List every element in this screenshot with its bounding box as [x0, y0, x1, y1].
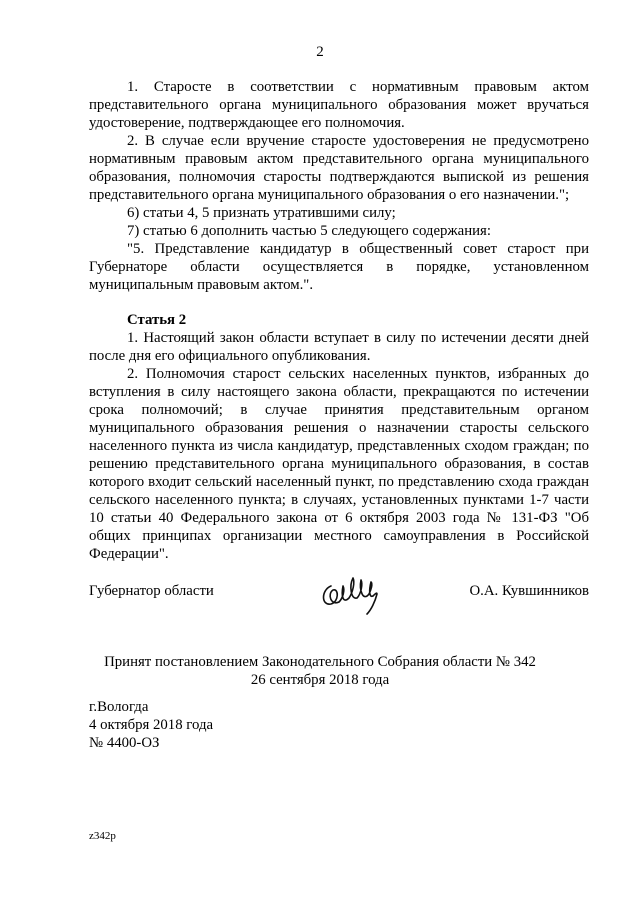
- adoption-resolution: Принят постановлением Законодательного Собрания области № 342: [104, 654, 536, 670]
- paragraph-certificate: 1. Старосте в соответствии с нормативным правовым актом представительного органа муниципального образования может вручаться удостоверение, подтверждающее его полномочия.: [89, 79, 589, 131]
- law-number: № 4400-ОЗ: [89, 735, 160, 751]
- paragraph-powers-termination: 2. Полномочия старост сельских населенных пунктов, избранных до вступления в силу настоящего закона области, прекращаются по истечении срока полномочий; в случае принятия представительным органом муниципального образования решения о назначении старосты сельского населенного пункта из числа кандидатур, представленных сходом граждан; по решению представительного органа муниципального образования, в состав которого входит сельский населенный пункт, по представлению схода граждан сельского населенного пункта; в случаях, установленных пунктами 1-7 части 10 статьи 40 Федерального закона от 6 октября 2003 года № 131-ФЗ "Об общих принципах организации местного самоуправления в Российской Федерации".: [89, 366, 589, 562]
- document-code: z342p: [89, 830, 116, 842]
- page-number: 2: [316, 44, 324, 60]
- paragraph-articles-repealed: 6) статьи 4, 5 признать утратившими силу;: [127, 205, 396, 221]
- paragraph-article-6-amendment: 7) статью 6 дополнить частью 5 следующего содержания:: [127, 223, 491, 239]
- signature-block: [89, 583, 589, 613]
- paragraph-council-of-elders: "5. Представление кандидатур в общественный совет старост при Губернаторе области осуществляется в порядке, установленном муниципальным правовым актом.".: [89, 241, 589, 293]
- handwritten-signature: [317, 568, 387, 618]
- article-2-heading: Статья 2: [127, 312, 187, 328]
- place-date-number: [89, 698, 213, 752]
- adoption-note: [0, 653, 640, 689]
- paragraph-certificate-absent: 2. В случае если вручение старосте удостоверения не предусмотрено нормативным правовым актом представительного органа муниципального образования, полномочия старосты подтверждаются выпиской из решения представительного органа муниципального образования о его назначении.";: [89, 133, 589, 203]
- law-text-body: [89, 78, 589, 563]
- signer-title: Губернатор области: [89, 583, 214, 599]
- adoption-date: 26 сентября 2018 года: [250, 672, 390, 688]
- signer-name: О.А. Кувшинников: [469, 583, 589, 599]
- paragraph-entry-into-force: 1. Настоящий закон области вступает в силу по истечении десяти дней после дня его официального опубликования.: [89, 330, 589, 364]
- law-date: 4 октября 2018 года: [89, 717, 214, 733]
- city: г.Вологда: [89, 699, 149, 715]
